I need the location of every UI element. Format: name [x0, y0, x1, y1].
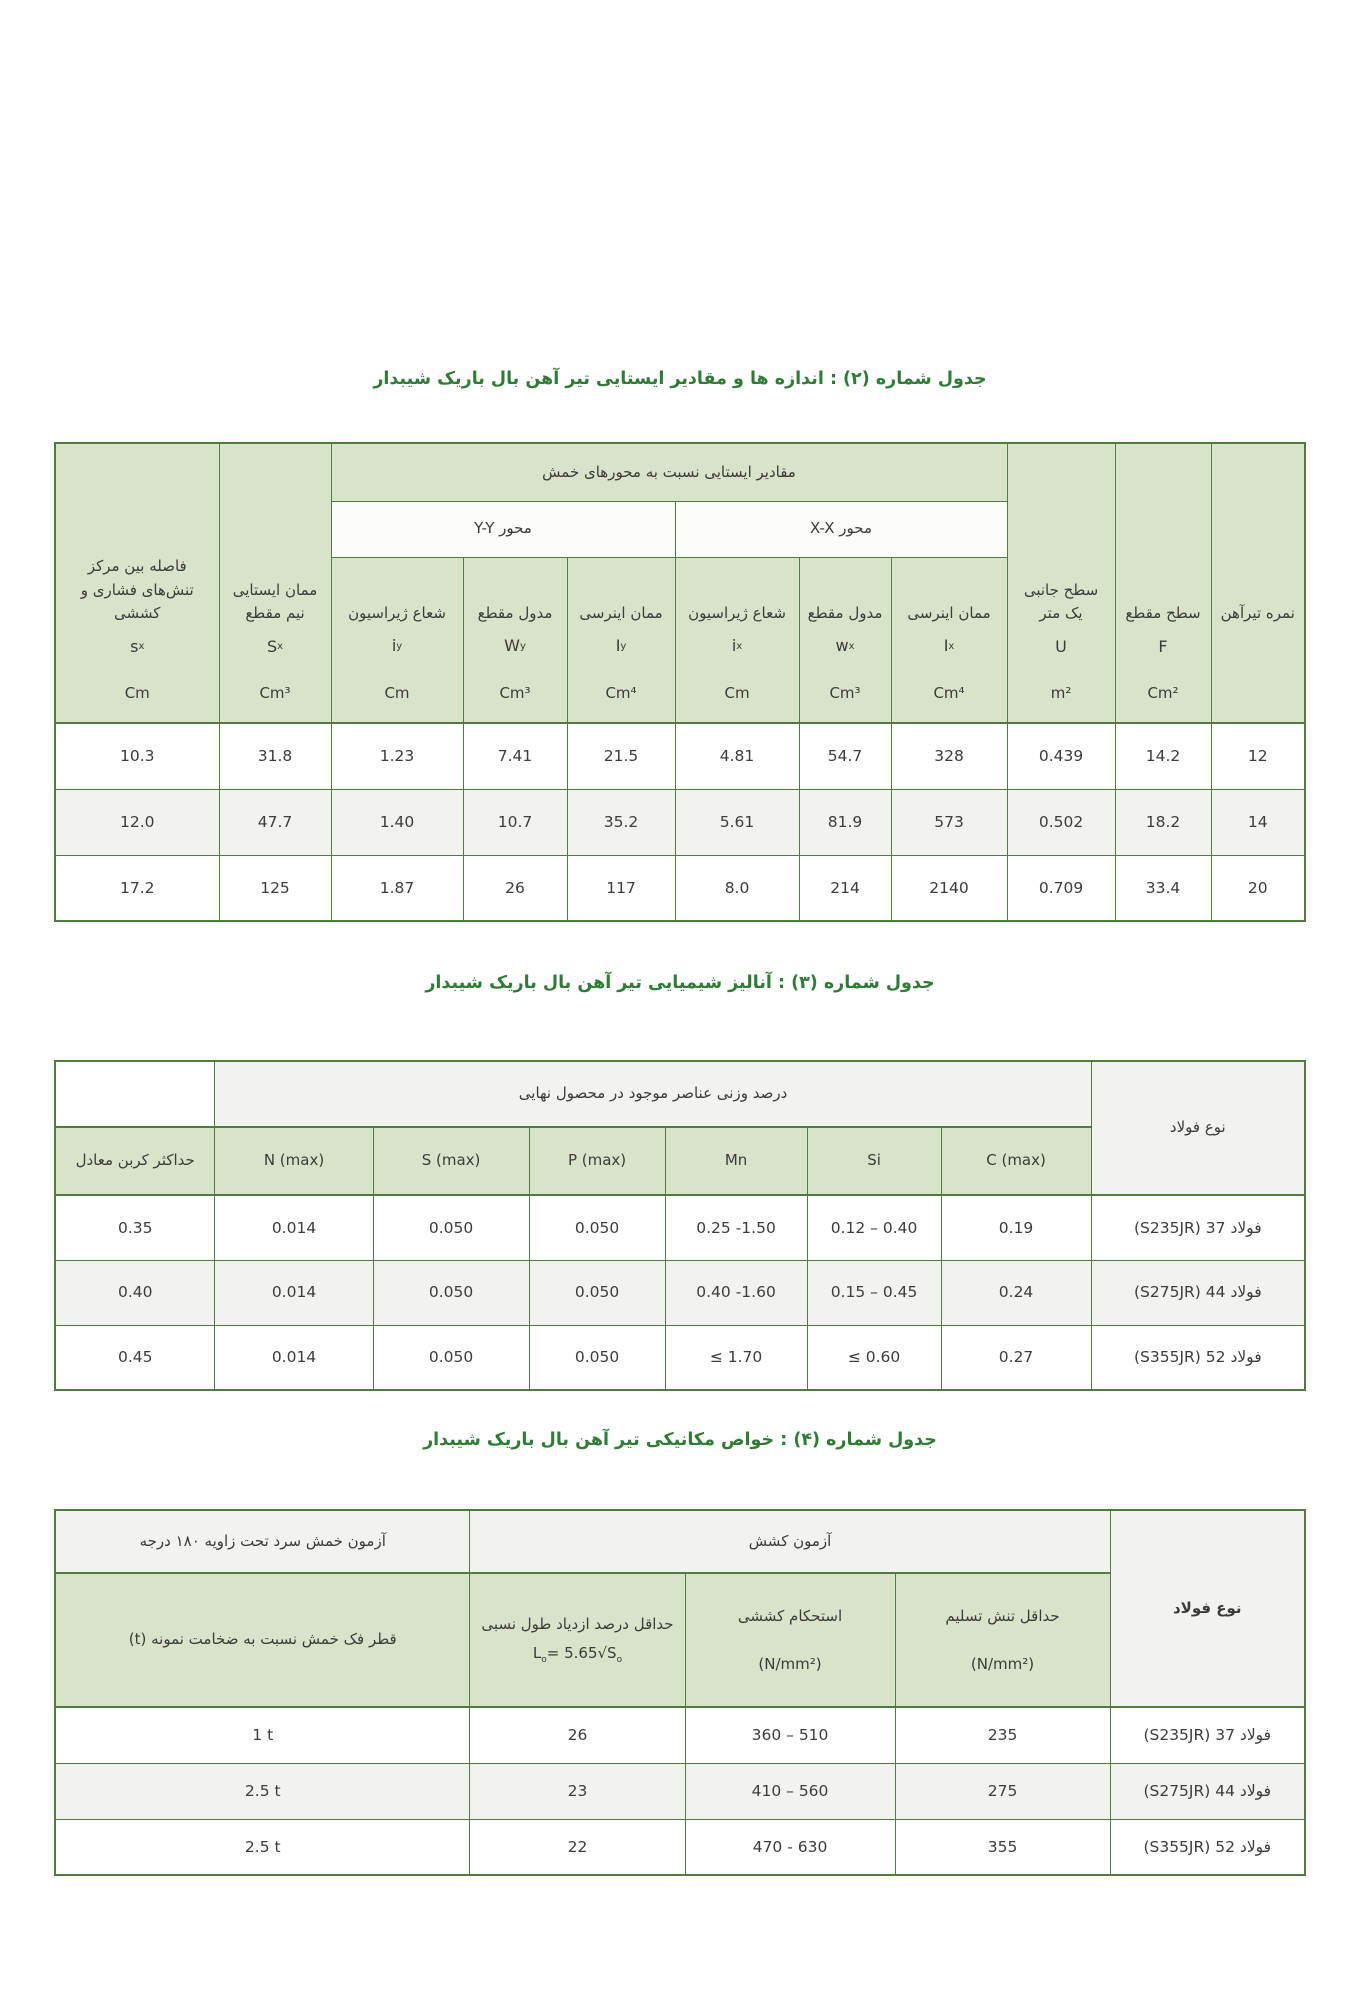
t2-col-beam-number — [1211, 443, 1305, 723]
column-label: سطح مقطع — [1125, 603, 1201, 622]
t2-cell: 26 — [463, 855, 567, 921]
table-row — [55, 1819, 1305, 1875]
column-label: شعاع ژیراسیون — [688, 603, 786, 622]
column-unit: Cm³ — [829, 684, 861, 703]
t3-cell: 0.45 — [55, 1325, 215, 1390]
t3-cell: 0.050 — [373, 1260, 529, 1325]
t2-cell: 17.2 — [55, 855, 219, 921]
column-symbol: F — [1158, 636, 1168, 656]
column-label: حداقل درصد ازدیاد طول نسبی — [481, 1615, 674, 1634]
t4-cell: 470 - 630 — [685, 1819, 895, 1875]
t3-steel-type-header: نوع فولاد — [1091, 1061, 1305, 1195]
t4-cell: 1 t — [55, 1707, 470, 1763]
t2-cell: 12 — [1211, 723, 1305, 789]
table3-title: جدول شماره (۳) : آنالیز شیمیایی تیر آهن بال باریک شیبدار — [425, 973, 935, 993]
t2-header-row-1 — [55, 443, 1305, 501]
column-label: استحکام کششی — [737, 1606, 843, 1625]
t3-cell: 0.12 – 0.40 — [807, 1195, 941, 1260]
column-symbol: I x — [943, 636, 955, 656]
t3-cell: 0.40 — [55, 1260, 215, 1325]
t2-band-header: مقادیر ایستایی نسبت به محورهای خمش — [331, 443, 1007, 501]
t2-col-stress-center-distance — [55, 443, 219, 723]
t3-cell: 0.050 — [529, 1325, 665, 1390]
t2-cell: 8.0 — [675, 855, 799, 921]
t4-cell: 410 – 560 — [685, 1763, 895, 1819]
t3-cell: 0.050 — [373, 1325, 529, 1390]
chemical-analysis-table — [54, 1060, 1306, 1391]
t2-col-lateral-surface — [1007, 443, 1115, 723]
mechanical-properties-table — [54, 1509, 1306, 1876]
column-symbol: w x — [835, 636, 855, 656]
column-symbol: I y — [615, 636, 627, 656]
t2-col-inertia-y — [567, 557, 675, 723]
t2-cell: 5.61 — [675, 789, 799, 855]
t3-cell: 0.014 — [215, 1260, 373, 1325]
t4-bend-test-band: آزمون خمش سرد تحت زاویه ۱۸۰ درجه — [55, 1510, 470, 1573]
t2-cell: 0.709 — [1007, 855, 1115, 921]
t3-cell: فولاد 52 (S355JR) — [1091, 1325, 1305, 1390]
t4-cell: 275 — [895, 1763, 1110, 1819]
spacer — [0, 922, 1360, 970]
t3-band-header: درصد وزنی عناصر موجود در محصول نهایی — [215, 1061, 1091, 1127]
t4-cell: 26 — [470, 1707, 685, 1763]
t3-body — [55, 1195, 1305, 1390]
t2-cell: 2140 — [891, 855, 1007, 921]
t2-cell: 7.41 — [463, 723, 567, 789]
t4-col-yield-stress — [895, 1573, 1110, 1707]
column-symbol: W y — [504, 636, 526, 656]
t2-cell: 14 — [1211, 789, 1305, 855]
spacer — [0, 1453, 1360, 1509]
t2-cell: 10.7 — [463, 789, 567, 855]
t2-col-static-moment — [219, 443, 331, 723]
t3-col-carbon-equivalent: حداکثر کربن معادل — [55, 1127, 215, 1195]
t4-cell: فولاد 52 (S355JR) — [1110, 1819, 1305, 1875]
t2-cell: 14.2 — [1115, 723, 1211, 789]
t3-col-p-max: P (max) — [529, 1127, 665, 1195]
t4-col-elongation — [470, 1573, 685, 1707]
t3-cell: فولاد 37 (S235JR) — [1091, 1195, 1305, 1260]
dimensions-static-values-table — [54, 442, 1306, 922]
t4-cell: 23 — [470, 1763, 685, 1819]
spacer — [0, 996, 1360, 1060]
t2-cell: 573 — [891, 789, 1007, 855]
column-symbol — [1216, 625, 1301, 669]
table-row — [55, 1325, 1305, 1390]
t3-header-row-1 — [55, 1061, 1305, 1127]
t2-axis-y-header: محور Y-Y — [331, 501, 675, 557]
t3-cell: 0.35 — [55, 1195, 215, 1260]
column-formula: $L_o= 5.65√S_o$ — [532, 1643, 623, 1665]
t4-cell: فولاد 37 (S235JR) — [1110, 1707, 1305, 1763]
t3-col-mn: Mn — [665, 1127, 807, 1195]
t2-cell: 1.23 — [331, 723, 463, 789]
t2-cell: 214 — [799, 855, 891, 921]
t2-cell: 47.7 — [219, 789, 331, 855]
t4-cell: 2.5 t — [55, 1819, 470, 1875]
column-unit: Cm⁴ — [605, 684, 637, 703]
column-label: شعاع ژیراسیون — [348, 603, 446, 622]
column-symbol: U — [1055, 636, 1067, 656]
t3-empty-corner-cell — [55, 1061, 215, 1127]
t4-cell: فولاد 44 (S275JR) — [1110, 1763, 1305, 1819]
t2-cell: 1.87 — [331, 855, 463, 921]
column-unit: (N/mm²) — [970, 1655, 1035, 1674]
t3-cell: ≤ 0.60 — [807, 1325, 941, 1390]
column-unit — [1216, 669, 1301, 719]
t2-col-inertia-x — [891, 557, 1007, 723]
t2-cell: 12.0 — [55, 789, 219, 855]
t2-cell: 0.439 — [1007, 723, 1115, 789]
column-label: ممان ایستایی نیم مقطع — [232, 580, 318, 622]
t2-cell: 10.3 — [55, 723, 219, 789]
table-row — [55, 1195, 1305, 1260]
t2-cell: 81.9 — [799, 789, 891, 855]
table-row — [55, 855, 1305, 921]
top-spacer — [0, 0, 1360, 366]
column-unit: Cm² — [1147, 684, 1179, 703]
column-unit: Cm — [124, 684, 150, 703]
t4-steel-type-header: نوع فولاد — [1110, 1510, 1305, 1707]
t4-cell: 22 — [470, 1819, 685, 1875]
table-row — [55, 789, 1305, 855]
t2-col-modulus-x — [799, 557, 891, 723]
table2-title: جدول شماره (۲) : اندازه ها و مقادیر ایستایی تیر آهن بال باریک شیبدار — [373, 369, 987, 389]
column-label: ممان اینرسی — [907, 603, 991, 622]
t4-tension-test-band: آزمون کشش — [470, 1510, 1110, 1573]
t2-cell: 1.40 — [331, 789, 463, 855]
column-symbol: S x — [266, 636, 284, 656]
t3-cell: 0.050 — [373, 1195, 529, 1260]
t3-col-s-max: S (max) — [373, 1127, 529, 1195]
t2-cell: 31.8 — [219, 723, 331, 789]
t2-cell: 33.4 — [1115, 855, 1211, 921]
t2-col-section-area — [1115, 443, 1211, 723]
t2-cell: 54.7 — [799, 723, 891, 789]
t2-cell: 328 — [891, 723, 1007, 789]
t4-cell: 355 — [895, 1819, 1110, 1875]
t2-col-gyration-y — [331, 557, 463, 723]
t4-col-bend-diameter: قطر فک خمش نسبت به ضخامت نمونه (t) — [55, 1573, 470, 1707]
t2-cell: 18.2 — [1115, 789, 1211, 855]
table-row — [55, 1763, 1305, 1819]
t3-cell: 0.014 — [215, 1195, 373, 1260]
column-label: مدول مقطع — [807, 603, 883, 622]
column-label: فاصله بین مرکز تنش‌های فشاری و کششی — [80, 557, 194, 622]
t3-cell: 0.014 — [215, 1325, 373, 1390]
spacer — [0, 392, 1360, 442]
t4-col-tensile-strength — [685, 1573, 895, 1707]
t3-cell: 0.050 — [529, 1195, 665, 1260]
column-unit: Cm³ — [499, 684, 531, 703]
column-symbol: i x — [731, 636, 743, 656]
column-symbol: i y — [391, 636, 403, 656]
t3-col-n-max: N (max) — [215, 1127, 373, 1195]
t2-cell: 117 — [567, 855, 675, 921]
t3-cell: ≤ 1.70 — [665, 1325, 807, 1390]
t4-cell: 360 – 510 — [685, 1707, 895, 1763]
t3-cell: 0.40 -1.60 — [665, 1260, 807, 1325]
table-row — [55, 1260, 1305, 1325]
t2-cell: 35.2 — [567, 789, 675, 855]
t4-cell: 2.5 t — [55, 1763, 470, 1819]
t2-cell: 20 — [1211, 855, 1305, 921]
t4-cell: 235 — [895, 1707, 1110, 1763]
column-label: سطح جانبی یک متر — [1023, 580, 1099, 622]
column-unit: Cm — [384, 684, 410, 703]
column-label: حداقل تنش تسلیم — [945, 1606, 1060, 1625]
column-unit: (N/mm²) — [758, 1655, 822, 1674]
t3-cell: 0.24 — [941, 1260, 1091, 1325]
column-unit: m² — [1050, 684, 1072, 703]
t2-col-gyration-x — [675, 557, 799, 723]
t3-cell: 0.15 – 0.45 — [807, 1260, 941, 1325]
table-row — [55, 1707, 1305, 1763]
t3-col-si: Si — [807, 1127, 941, 1195]
t3-cell: فولاد 44 (S275JR) — [1091, 1260, 1305, 1325]
t3-cell: 0.19 — [941, 1195, 1091, 1260]
column-label: ممان اینرسی — [579, 603, 663, 622]
t3-col-c-max: C (max) — [941, 1127, 1091, 1195]
column-label: نمره تیرآهن — [1220, 603, 1295, 622]
t2-col-modulus-y — [463, 557, 567, 723]
column-unit: Cm³ — [259, 684, 291, 703]
spacer — [0, 1391, 1360, 1427]
column-label: مدول مقطع — [477, 603, 553, 622]
column-unit: Cm⁴ — [933, 684, 965, 703]
t4-header-row-1 — [55, 1510, 1305, 1573]
t3-cell: 0.25 -1.50 — [665, 1195, 807, 1260]
column-symbol: s x — [130, 636, 145, 656]
t2-cell: 4.81 — [675, 723, 799, 789]
t2-cell: 0.502 — [1007, 789, 1115, 855]
table-row — [55, 723, 1305, 789]
t4-body — [55, 1707, 1305, 1875]
t3-cell: 0.050 — [529, 1260, 665, 1325]
column-unit: Cm — [724, 684, 750, 703]
table4-title: جدول شماره (۴) : خواص مکانیکی تیر آهن بال باریک شیبدار — [423, 1430, 937, 1450]
t3-cell: 0.27 — [941, 1325, 1091, 1390]
t2-cell: 125 — [219, 855, 331, 921]
t2-axis-x-header: محور X-X — [675, 501, 1007, 557]
t2-body — [55, 723, 1305, 921]
t2-cell: 21.5 — [567, 723, 675, 789]
